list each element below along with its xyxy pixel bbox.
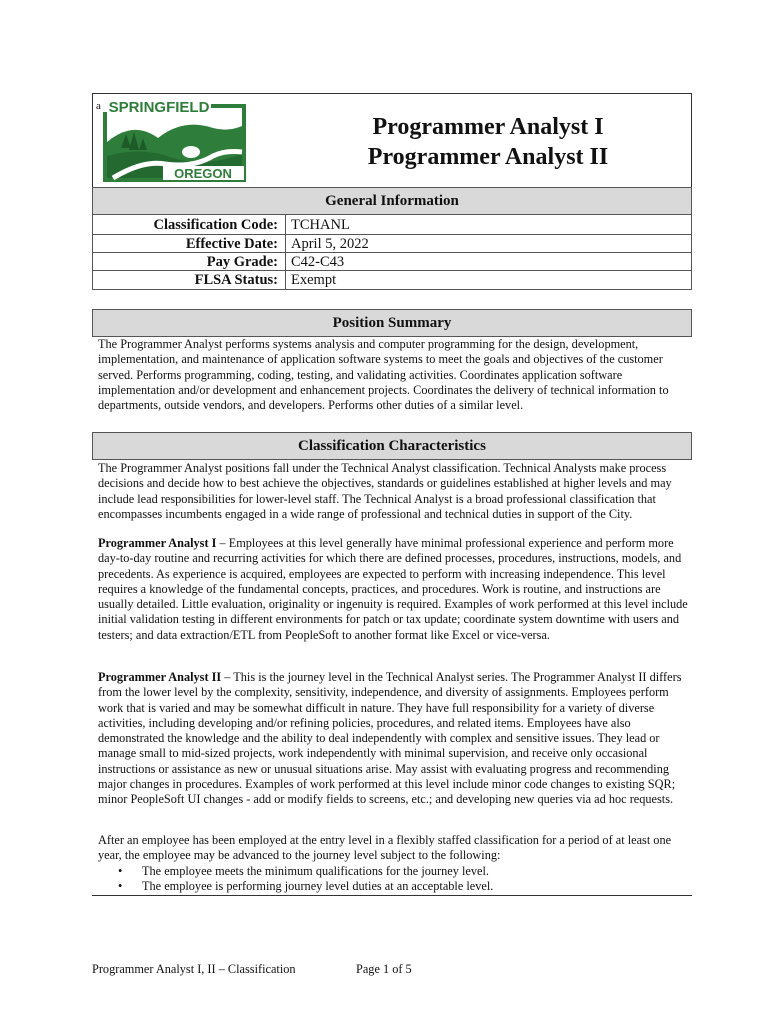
info-row	[93, 216, 691, 234]
info-label: Classification Code:	[153, 217, 278, 233]
info-row	[93, 235, 691, 253]
info-value: TCHANL	[291, 217, 350, 233]
info-row	[93, 253, 691, 271]
logo-bottom-text: OREGON	[174, 166, 232, 181]
level1-text: – Employees at this level generally have minimal professional experience and perform more day-to-day routine and recurring activities for which there are defined processes, procedures, instructions, models, and precedents. As experience is acquired, employees are expected to perform with increasing independence. This level requires a knowledge of the fundamental concepts, practices, and procedures. Work is routine, and instructions are usually detailed. Little evaluation, originality or ingenuity is required. Examples of work performed at this level include initial validation testing in different environments for patch or tax update; coordinate system downtime with users and testers; and data extraction/ETL from PeopleSoft to another format like Excel or vice-versa.	[98, 536, 688, 642]
level1-paragraph	[98, 536, 688, 643]
section-rule	[92, 895, 692, 896]
advancement-list	[98, 864, 688, 895]
logo-prefix: a	[96, 100, 101, 112]
title-line-2: Programmer Analyst II	[367, 144, 609, 170]
level1-title: Programmer Analyst I	[98, 536, 217, 550]
list-item-text: The employee meets the minimum qualifications for the journey level.	[142, 864, 489, 878]
info-value: Exempt	[291, 272, 337, 288]
info-label: FLSA Status:	[194, 272, 278, 288]
classification-heading: Classification Characteristics	[92, 432, 692, 460]
position-summary-heading: Position Summary	[92, 309, 692, 337]
list-item-text: The employee is performing journey level duties at an acceptable level.	[142, 879, 494, 894]
info-label: Effective Date:	[185, 236, 278, 252]
list-item	[98, 864, 688, 879]
info-label: Pay Grade:	[206, 254, 278, 270]
springfield-logo	[103, 98, 246, 182]
general-info-table	[92, 215, 692, 290]
bullet-icon: •	[118, 879, 123, 894]
logo-top-text: SPRINGFIELD	[108, 99, 210, 116]
info-value: April 5, 2022	[291, 236, 369, 252]
level2-text: – This is the journey level in the Technical Analyst series. The Programmer Analyst II differs from the lower level by the complexity, sensitivity, independence, and diversity of assignments. Employees perform work that is varied and may be somewhat difficult in nature. They have full responsibility for a variety of diverse activities, including developing and/or refining policies, procedures, and related items. Employees have also demonstrated the knowledge and the ability to deal independently with complex and sensitive issues. They lead or manage small to mid-sized projects, work independently with minimal supervision, and receive only occasional instructions or assistance as new or unusual situations arise. May assist with evaluating progress and recommending major changes in procedures. Examples of work performed at this level include minor code changes to existing SQR; minor PeopleSoft UI changes - add or modify fields to screens, etc.; and developing new queries via ad hoc requests.	[98, 670, 682, 807]
bullet-icon: •	[118, 864, 123, 878]
page-number: Page 1 of 5	[356, 962, 412, 976]
document-header	[92, 93, 692, 187]
classification-intro: The Programmer Analyst positions fall under the Technical Analyst classification. Technical Analysts make process decisions and decide how to best achieve the objectives, standards or guidelines established at higher levels and may include lead responsibilities for lower-level staff. The Technical Analyst is a broad professional classification that encompasses incumbents engaged in a wide range of professional and technical duties in support of the City.	[98, 461, 672, 521]
title-line-1: Programmer Analyst I	[372, 114, 604, 140]
list-item	[98, 879, 688, 894]
logo-graphic	[103, 98, 246, 182]
info-value: C42-C43	[291, 254, 345, 270]
level2-title: Programmer Analyst II	[98, 670, 222, 684]
info-row	[93, 271, 691, 289]
general-info-heading: General Information	[92, 187, 692, 215]
advancement-text: After an employee has been employed at the entry level in a flexibly staffed classification for a period of at least one year, the employee may be advanced to the journey level subject to the following:	[98, 833, 672, 863]
footer-title: Programmer Analyst I, II – Classification	[92, 962, 296, 976]
level2-paragraph	[98, 670, 688, 808]
position-summary-text: The Programmer Analyst performs systems analysis and computer programming for the design, development, implementation, and maintenance of application software systems to meet the goals and objectives of the customer served. Performs programming, coding, testing, and validating activities. Coordinates application software implementation and/or development and enhancement projects. Coordinates the delivery of technical information to departments, outside vendors, and developers. Performs other duties of a similar level.	[98, 337, 669, 413]
document-titles	[303, 112, 673, 172]
